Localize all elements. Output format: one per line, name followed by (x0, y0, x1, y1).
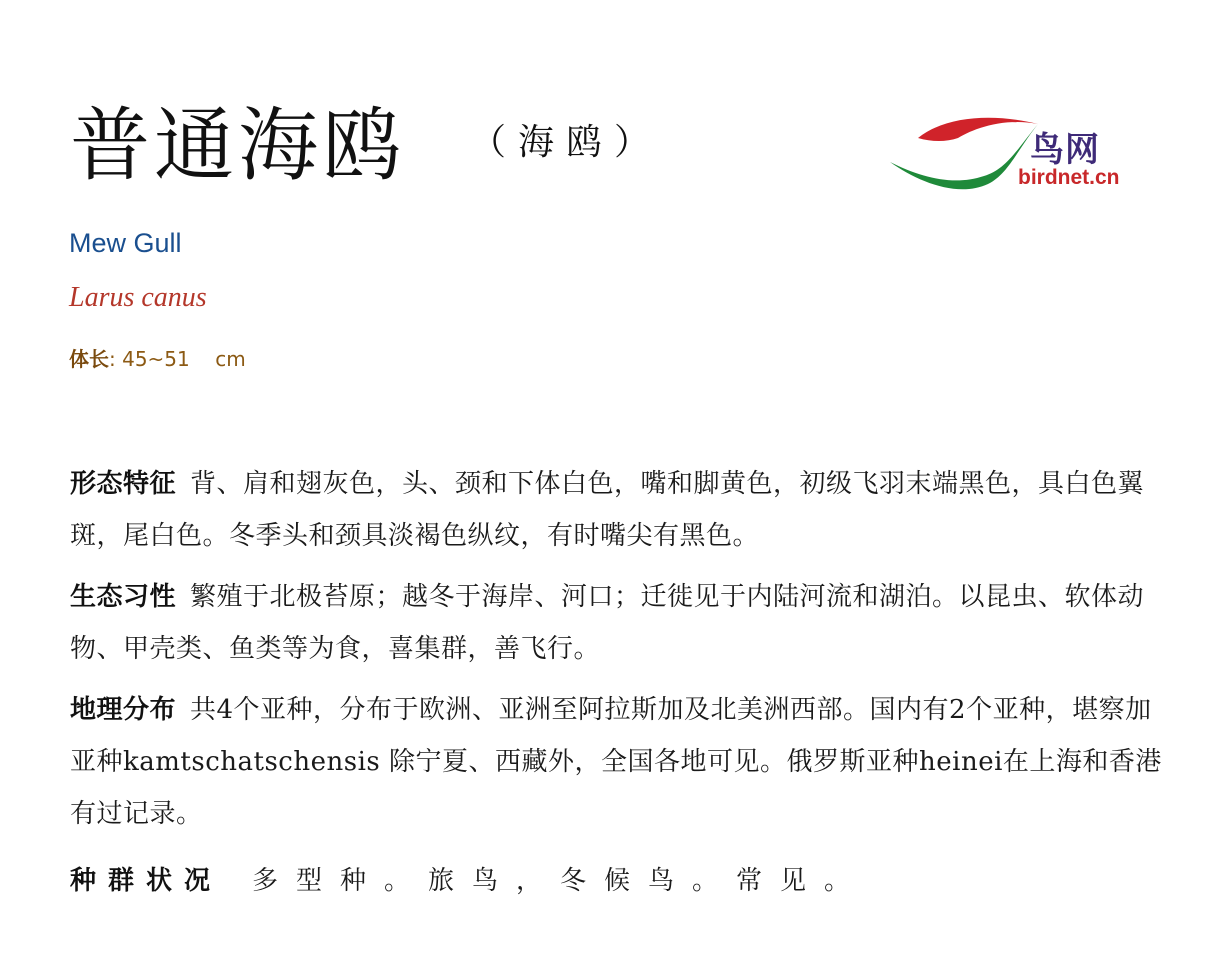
logo-chinese-text: 鸟网 (1030, 130, 1100, 170)
distribution-section (70, 684, 1170, 840)
morphology-section (70, 458, 1170, 562)
distribution-text: 共4个亚种，分布于欧洲、亚洲至阿拉斯加及北美洲西部。国内有2个亚种，堪察加亚种kamtschatschensis 除宁夏、西藏外，全国各地可见。俄罗斯亚种heinei在上海和香港有过记录。 (70, 695, 1162, 829)
morphology-text: 背、肩和翅灰色，头、颈和下体白色，嘴和脚黄色，初级飞羽末端黑色，具白色翼斑，尾白色。冬季头和颈具淡褐色纵纹，有时嘴尖有黑色。 (70, 469, 1145, 551)
status-heading: 种群状况 (70, 866, 223, 896)
birdnet-logo (888, 112, 1118, 198)
body-length-unit: cm (215, 347, 246, 371)
status-text: 多型种。旅鸟，冬候鸟。常见。 (252, 866, 869, 896)
status-section (70, 855, 1170, 907)
chinese-name-title: 普通海鸥 (70, 99, 406, 192)
distribution-heading: 地理分布 (70, 695, 177, 725)
ecology-heading: 生态习性 (70, 582, 177, 612)
scientific-name: Larus canus (69, 282, 207, 313)
morphology-heading: 形态特征 (70, 469, 177, 499)
alternate-name: （海鸥） (470, 122, 663, 163)
ecology-text: 繁殖于北极苔原；越冬于海岸、河口；迁徙见于内陆河流和湖泊。以昆虫、软体动物、甲壳类、鱼类等为食，喜集群，善飞行。 (70, 582, 1145, 664)
body-length-label: 体长 (69, 347, 109, 371)
english-name: Mew Gull (69, 228, 182, 258)
logo-url-text: birdnet.cn (1018, 166, 1120, 189)
body-length (69, 343, 246, 372)
ecology-section (70, 571, 1170, 675)
title-block (70, 96, 663, 196)
body-length-value: : 45~51 (109, 347, 190, 371)
